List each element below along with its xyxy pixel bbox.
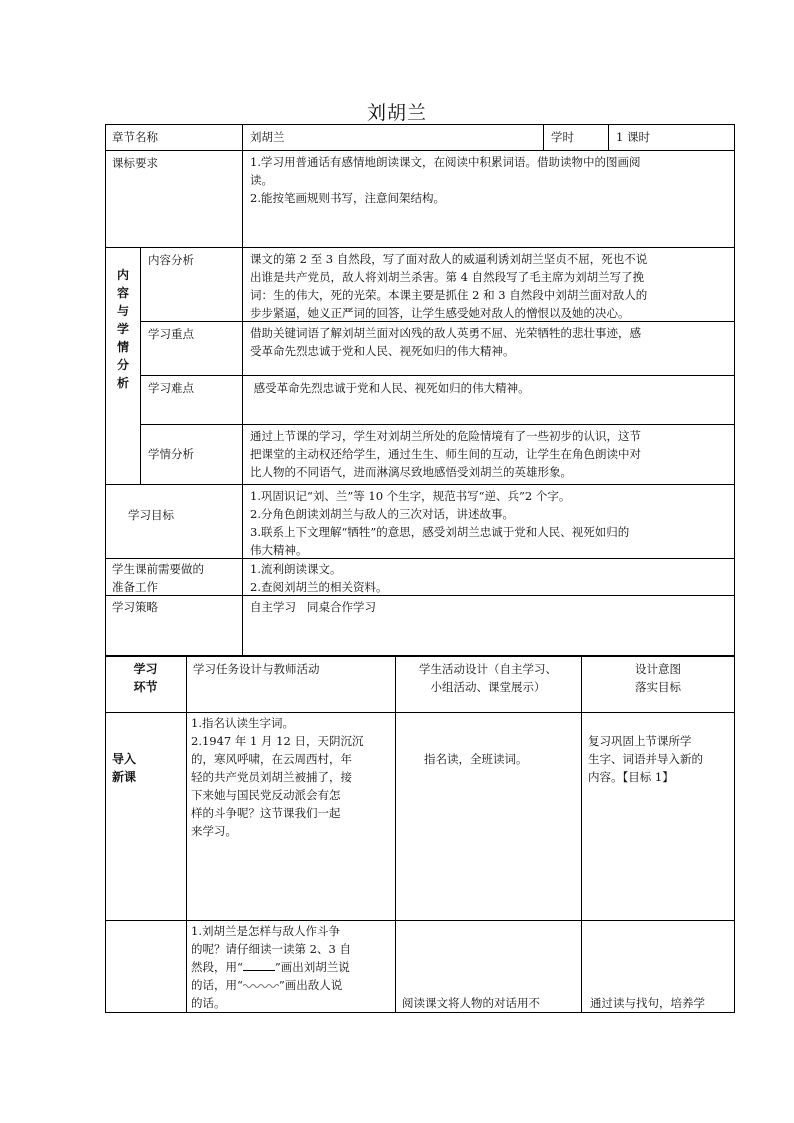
- intent-header: 设计意图 落实目标: [635, 662, 681, 694]
- prep-text: 1.流利朗读课文。 2.查阅刘胡兰的相关资料。: [250, 562, 388, 594]
- document-title: 刘胡兰: [366, 102, 427, 124]
- intro-intent: 复习巩固上节课所学 生字、词语并导入新的 内容。【目标 1】: [588, 734, 703, 784]
- underline-mark: [243, 958, 275, 971]
- strategy-label: 学习策略: [112, 600, 158, 614]
- task-header: 学习任务设计与教师活动: [193, 662, 320, 676]
- hours-label: 学时: [551, 130, 574, 144]
- content-analysis-label: 内容分析: [148, 253, 194, 267]
- intro-student-activity: 指名读，全班读词。: [424, 752, 528, 766]
- learner-analysis-label: 学情分析: [148, 447, 194, 461]
- chapter-label: 章节名称: [112, 130, 158, 144]
- key-point-text: 借助关键词语了解刘胡兰面对凶残的敌人英勇不屈、光荣牺牲的悲壮事迹，感 受革命先烈忠诚于党和人民、视死如归的伟大精神。: [250, 326, 641, 358]
- difficulty-text: 感受革命先烈忠诚于党和人民、视死如归的伟大精神。: [250, 381, 530, 395]
- stage-header: 学习 环节: [133, 662, 158, 694]
- reading-task-text: 1.刘胡兰是怎样与敌人作斗争 的呢？请仔细读一读第 2、3 自 然段，用“ ”画出刘胡兰说 的话，用“ ”画出敌人说 的话。: [191, 924, 351, 1010]
- goals-text: 1.巩固识记“刘、兰”等 10 个生字，规范书写“逆、兵”2 个字。 2.分角色朗读刘胡兰与敌人的三次对话，讲述故事。 3.联系上下文理解“牺牲”的意思，感受刘胡兰忠诚于党和人民、视死如归的 伟大精神。: [250, 489, 630, 557]
- intro-task-text: 1.指名认读生字词。 2.1947 年 1 月 12 日，天阴沉沉 的，寒风呼啸，在云周西村，年 轻的共产党员刘胡兰被捕了，接 下来她与国民党反动派会有怎 样的斗争呢？这节课我们一起 来学习。: [191, 716, 364, 838]
- prep-label: 学生课前需要做的 准备工作: [112, 562, 204, 594]
- content-analysis-text: 课文的第 2 至 3 自然段，写了面对敌人的威逼利诱刘胡兰坚贞不屈，死也不说 出谁是共产党员，敌人将刘胡兰杀害。第 4 自然段写了毛主席为刘胡兰写了挽 词：生的伟大，死的光荣。本课主要是抓住 2 和 3 自然段中刘胡兰面对敌人的 步步紧逼，她义正严词的回答，让学生感受她对敌人的憎恨以及她的决心。: [250, 252, 648, 320]
- reading-student-activity: 阅读课文将人物的对话用不: [402, 996, 540, 1010]
- goals-label: 学习目标: [128, 508, 174, 522]
- wavy-underline-mark: [243, 977, 279, 989]
- reading-intent: 通过读与找句，培养学: [590, 996, 705, 1010]
- standard-text: 1.学习用普通话有感情地朗读课文，在阅读中积累词语。借助读物中的图画阅 读。 2.能按笔画规则书写，注意间架结构。: [250, 155, 641, 205]
- student-activity-header: 学生活动设计（自主学习、 小组活动、课堂展示）: [419, 662, 557, 694]
- hours-value: 1 课时: [616, 130, 650, 144]
- learner-analysis-text: 通过上节课的学习，学生对刘胡兰所处的危险情境有了一些初步的认识，这节 把课堂的主动权还给学生，通过生生、师生间的互动，让学生在角色朗读中对 比人物的不同语气，进而淋漓尽致地感悟受刘胡兰的英雄形象。: [250, 429, 641, 479]
- chapter-value: 刘胡兰: [250, 130, 285, 144]
- strategy-text: 自主学习 同桌合作学习: [250, 600, 376, 614]
- key-point-label: 学习重点: [148, 327, 194, 341]
- difficulty-label: 学习难点: [148, 381, 194, 395]
- analysis-group-label: 内 容 与 学 情 分 析: [116, 268, 129, 390]
- intro-stage-label: 导入 新课: [112, 752, 137, 784]
- standard-label: 课标要求: [112, 156, 158, 170]
